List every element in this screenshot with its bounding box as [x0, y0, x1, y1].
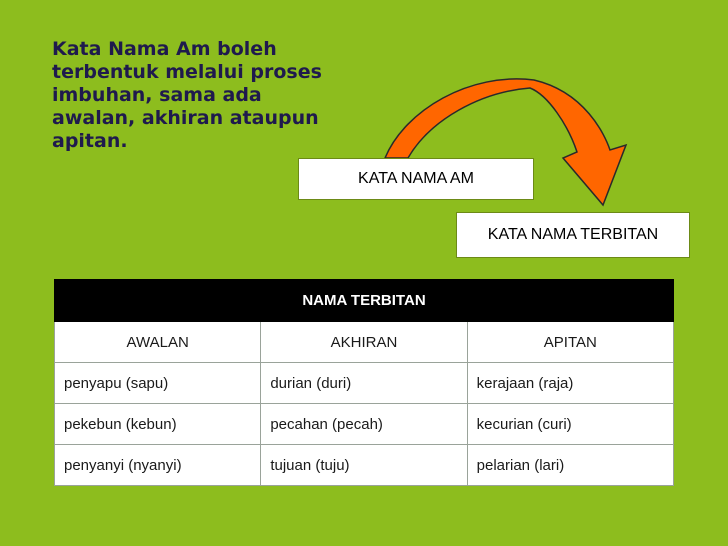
table-cell: pekebun (kebun): [55, 404, 261, 445]
intro-line: awalan, akhiran ataupun: [52, 107, 319, 129]
table-cell: kerajaan (raja): [467, 363, 673, 404]
kata-nama-am-box: [298, 158, 534, 200]
table-row: [55, 445, 674, 486]
kata-nama-terbitan-box: [456, 212, 690, 258]
table-title-row: [55, 280, 674, 322]
intro-line: Kata Nama Am boleh: [52, 38, 277, 60]
nama-terbitan-table: [54, 279, 674, 486]
column-header: AKHIRAN: [261, 322, 467, 363]
intro-line: imbuhan, sama ada: [52, 84, 262, 106]
table-cell: penyapu (sapu): [55, 363, 261, 404]
table-cell: kecurian (curi): [467, 404, 673, 445]
table-cell: durian (duri): [261, 363, 467, 404]
table-row: [55, 363, 674, 404]
intro-line: terbentuk melalui proses: [52, 61, 322, 83]
table-cell: pecahan (pecah): [261, 404, 467, 445]
column-header: APITAN: [467, 322, 673, 363]
intro-line: apitan.: [52, 130, 128, 152]
table-title: NAMA TERBITAN: [55, 280, 674, 322]
kata-nama-am-label: KATA NAMA AM: [358, 170, 474, 187]
table-row: [55, 404, 674, 445]
column-header: AWALAN: [55, 322, 261, 363]
table-cell: tujuan (tuju): [261, 445, 467, 486]
kata-nama-terbitan-label: KATA NAMA TERBITAN: [487, 226, 659, 243]
table-cell: penyanyi (nyanyi): [55, 445, 261, 486]
table-cell: pelarian (lari): [467, 445, 673, 486]
table-header-row: [55, 322, 674, 363]
